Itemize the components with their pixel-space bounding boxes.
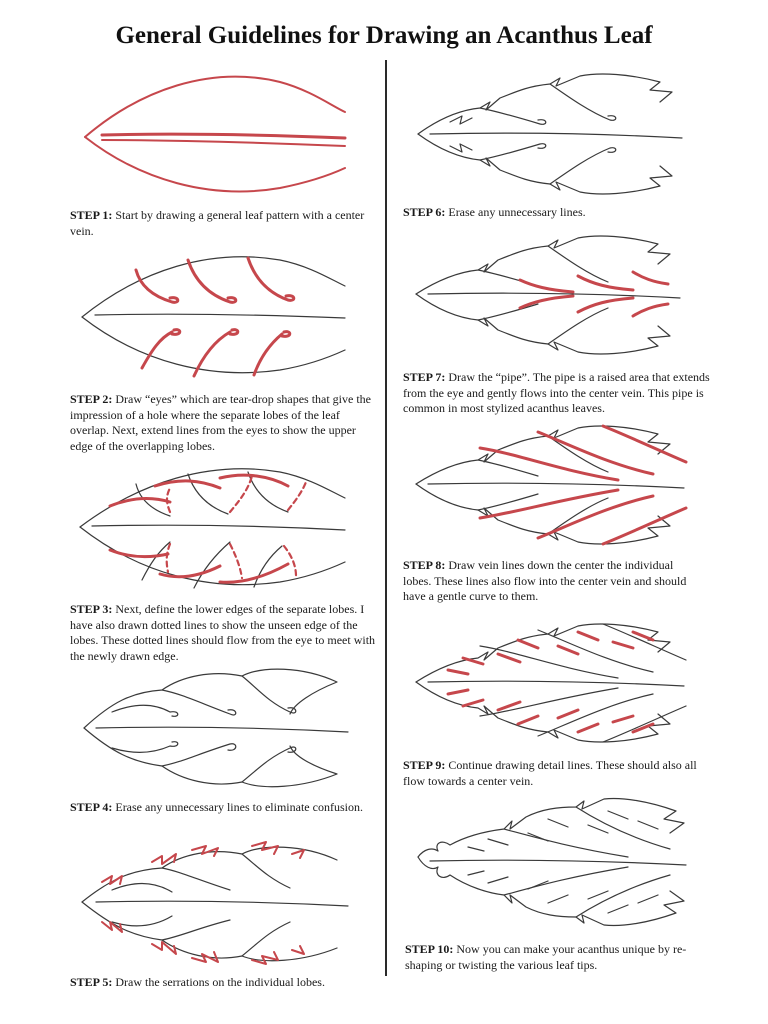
step-9-leaf-illustration [408, 618, 693, 753]
page-title: General Guidelines for Drawing an Acanthus Leaf [115, 22, 653, 49]
step-1-caption [70, 208, 370, 239]
step-3-leaf-illustration [70, 462, 360, 597]
step-2-eyes [136, 258, 294, 376]
step-1-leaf-illustration [70, 70, 360, 200]
step-1-text: Start by drawing a general leaf pattern with a center vein. [70, 208, 365, 238]
step-2-label: STEP 2: [70, 392, 113, 406]
column-divider [385, 60, 387, 976]
step-2-leaf-illustration [70, 250, 360, 385]
step-7-leaf-illustration [408, 232, 688, 362]
step-10-label: STEP 10: [405, 942, 454, 956]
step-7-caption [403, 370, 713, 417]
step-7-label: STEP 7: [403, 370, 446, 384]
step-5-leaf-illustration [72, 840, 362, 970]
step-9-text: Continue drawing detail lines. These should also all flow towards a center vein. [403, 758, 697, 788]
step-4-leaf-illustration [72, 662, 362, 797]
step-6-caption [403, 205, 703, 221]
step-1-label: STEP 1: [70, 208, 113, 222]
step-4-text: Erase any unnecessary lines to eliminate confusion. [115, 800, 363, 814]
step-7-text: Draw the “pipe”. The pipe is a raised area that extends from the eye and gently flows into the center vein. This pipe is common in most stylized acanthus leaves. [403, 370, 710, 415]
step-5-label: STEP 5: [70, 975, 113, 989]
step-6-leaf-illustration [410, 68, 690, 203]
step-6-label: STEP 6: [403, 205, 446, 219]
step-8-label: STEP 8: [403, 558, 446, 572]
step-4-label: STEP 4: [70, 800, 113, 814]
step-8-leaf-illustration [408, 420, 693, 555]
step-3-text: Next, define the lower edges of the separate lobes. I have also drawn dotted lines to show the unseen edge of the lobes. These dotted lines should flow from the eye to meet with the newly drawn edge. [70, 602, 376, 663]
step-4-caption [70, 800, 370, 816]
step-2-caption [70, 392, 380, 454]
step-10-caption [405, 942, 705, 973]
step-9-caption [403, 758, 703, 789]
step-3-label: STEP 3: [70, 602, 113, 616]
step-10-text: Now you can make your acanthus unique by re-shaping or twisting the various leaf tips. [405, 942, 687, 972]
step-10-leaf-illustration [408, 795, 693, 935]
step-8-caption [403, 558, 703, 605]
step-5-caption [70, 975, 370, 991]
step-2-text: Draw “eyes” which are tear-drop shapes that give the impression of a hole where the separate lobes of the leaf overlap. Next, extend lines from the eyes to show the upper edge of the overlapping lobes. [70, 392, 372, 453]
step-3-caption [70, 602, 380, 664]
step-9-label: STEP 9: [403, 758, 446, 772]
step-8-text: Draw vein lines down the center the individual lobes. These lines also flow into the center vein and should have a gentle curve to them. [403, 558, 687, 603]
step-5-text: Draw the serrations on the individual lobes. [115, 975, 325, 989]
step-6-text: Erase any unnecessary lines. [448, 205, 586, 219]
